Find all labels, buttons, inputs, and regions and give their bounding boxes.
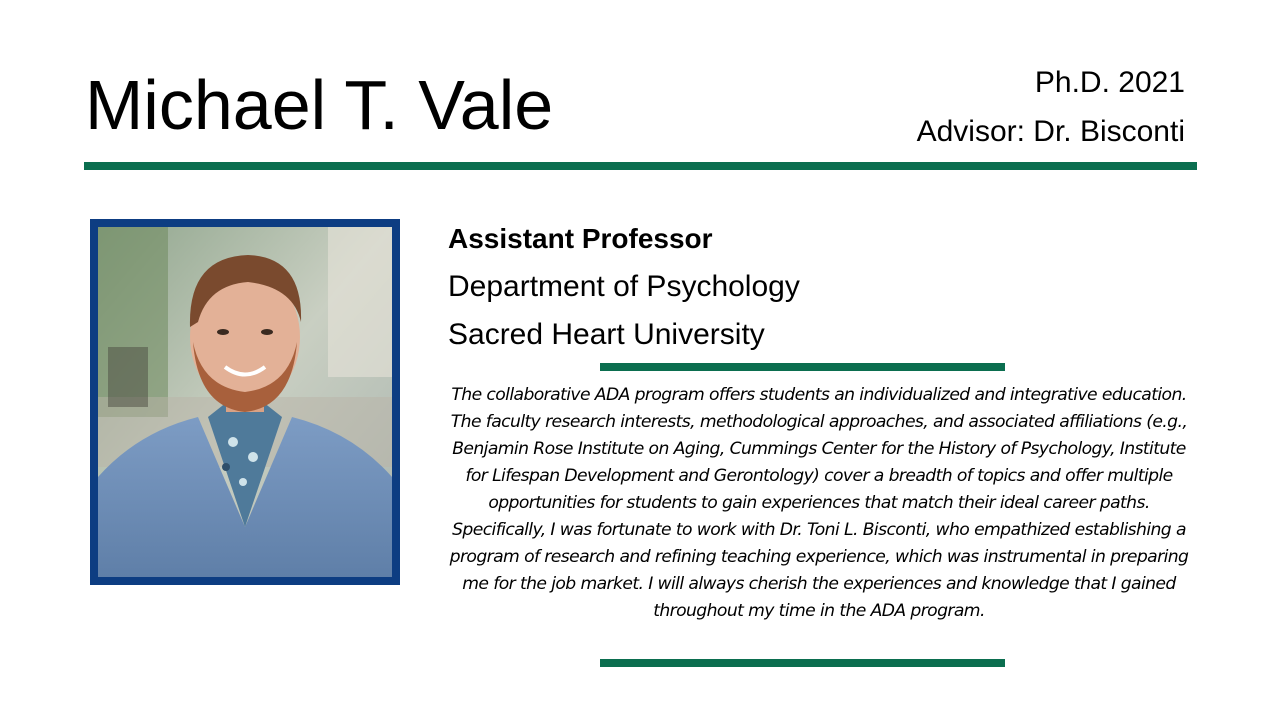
department-name: Department of Psychology: [448, 270, 800, 303]
profile-photo: [90, 219, 400, 585]
degree-info: [917, 58, 1185, 156]
testimonial-text: The collaborative ADA program offers students an individualized and integrative education. The faculty research interests, methodological approaches, and associated affiliations (e.g., Benjamin Rose Institute on Aging, Cummings Center for the History of Psychology, Institute for Lifespan Development and Gerontology) cover a breadth of topics and offer multiple opportunities for students to gain experiences that match their ideal career paths. Specifically, I was fortunate to work with Dr. Toni L. Bisconti, who empathized establishing a program of research and refining teaching experience, which was instrumental in preparing me for the job market. I will always cherish the experiences and knowledge that I gained throughout my time in the ADA program.: [449, 385, 1189, 621]
section-divider-bottom: [600, 659, 1005, 667]
university-name: Sacred Heart University: [448, 318, 765, 351]
header-divider: [84, 162, 1197, 170]
person-name: Michael T. Vale: [85, 66, 554, 144]
degree-year: Ph.D. 2021: [1034, 66, 1185, 99]
section-divider-top: [600, 363, 1005, 371]
job-title: Assistant Professor: [448, 223, 713, 254]
advisor-name: Advisor: Dr. Bisconti: [916, 115, 1185, 148]
portrait-illustration: [98, 227, 392, 577]
